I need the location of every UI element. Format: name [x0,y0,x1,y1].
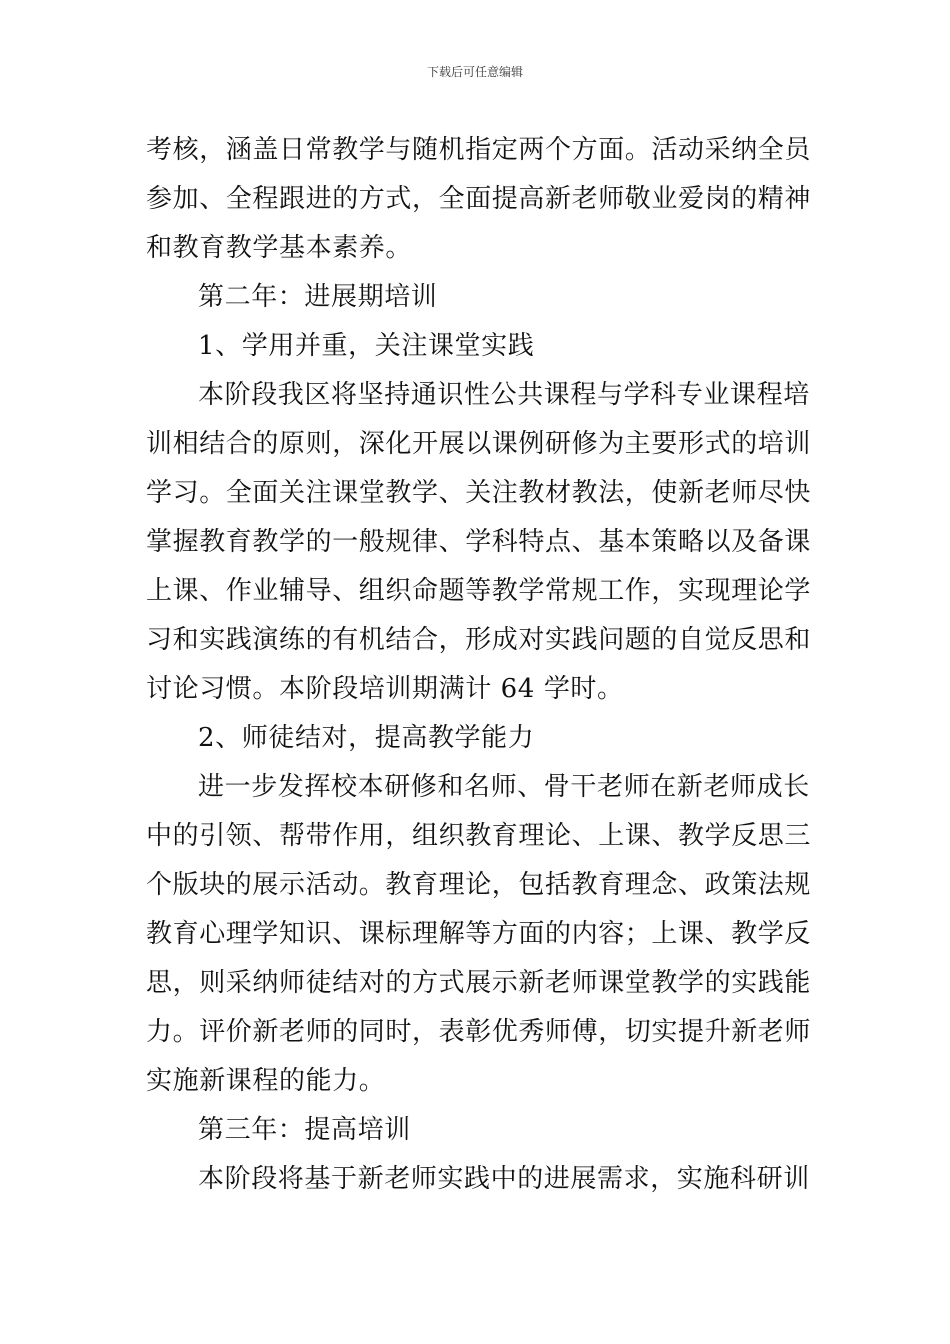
paragraph-line: 习和实践演练的有机结合，形成对实践问题的自觉反思和 [146,625,812,655]
paragraph-line: 参加、全程跟进的方式，全面提高新老师敬业爱岗的精神 [146,184,812,214]
paragraph-line: 进一步发挥校本研修和名师、骨干老师在新老师成长 [198,772,810,802]
subsection-heading: 1、学用并重，关注课堂实践 [198,331,535,361]
paragraph-line: 学习。全面关注课堂教学、关注教材教法，使新老师尽快 [146,478,812,508]
paragraph-line: 中的引领、帮带作用，组织教育理论、上课、教学反思三 [146,821,812,851]
subsection-heading: 2、师徒结对，提高教学能力 [198,723,535,753]
paragraph-line: 本阶段我区将坚持通识性公共课程与学科专业课程培 [198,380,810,410]
paragraph-line: 本阶段将基于新老师实践中的进展需求，实施科研训 [198,1164,810,1194]
page-header: 下载后可任意编辑 [426,65,523,79]
paragraph-line: 力。评价新老师的同时，表彰优秀师傅，切实提升新老师 [146,1017,812,1047]
paragraph-line: 和教育教学基本素养。 [146,233,413,263]
paragraph-line: 思，则采纳师徒结对的方式展示新老师课堂教学的实践能 [146,968,812,998]
paragraph-line: 考核，涵盖日常教学与随机指定两个方面。活动采纳全员 [146,135,812,165]
paragraph-line: 讨论习惯。本阶段培训期满计 64 学时。 [146,674,624,704]
paragraph-line: 上课、作业辅导、组织命题等教学常规工作，实现理论学 [146,576,812,606]
paragraph-line: 教育心理学知识、课标理解等方面的内容；上课、教学反 [146,919,812,949]
paragraph-line: 实施新课程的能力。 [146,1066,386,1096]
document-body [146,126,814,1204]
section-heading: 第二年：进展期培训 [198,282,438,312]
paragraph-line: 训相结合的原则，深化开展以课例研修为主要形式的培训 [146,429,812,459]
paragraph-line: 个版块的展示活动。教育理论，包括教育理念、政策法规 [146,870,812,900]
paragraph-line: 掌握教育教学的一般规律、学科特点、基本策略以及备课 [146,527,812,557]
section-heading: 第三年：提高培训 [198,1115,411,1145]
